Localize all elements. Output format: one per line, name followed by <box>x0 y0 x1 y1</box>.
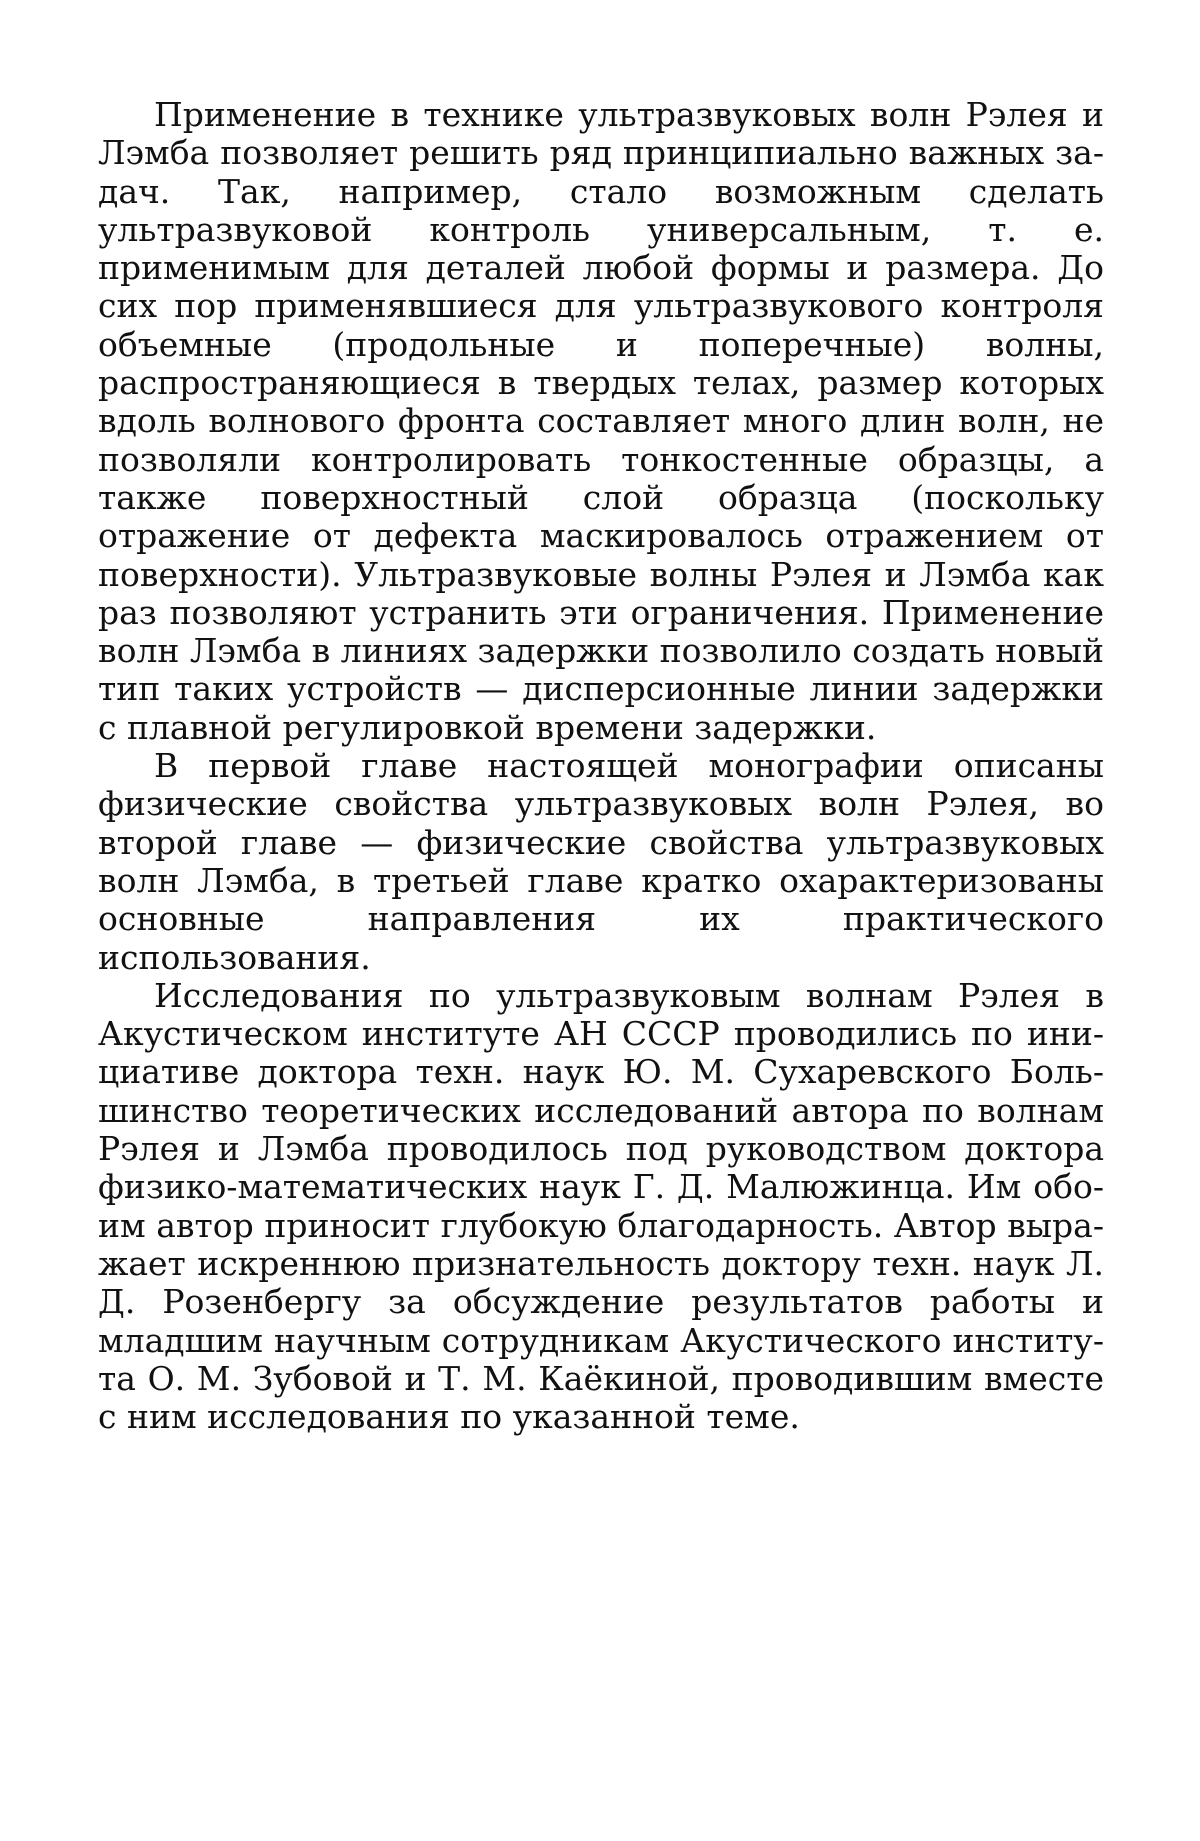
paragraph-applications: Применение в технике ультразвуковых волн Рэлея и Лэмба позволяет решить ряд принципиально важных задач. Так, например, стало возможным сделать ультразвуковой контроль универсальным, т. е. применимым для деталей любой формы и размера. До сих пор применявшиеся для ультразвукового контроля объемные (продольные и поперечные) волны, распространяющиеся в твердых телах, размер которых вдоль волнового фронта составляет много длин волн, не позволяли контролировать тонкостенные образцы, а также поверхностный слой образца (поскольку отражение от дефекта маскировалось отражением от поверхности). Ультразвуковые волны Рэлея и Лэмба как раз позволяют устранить эти ограничения. Применение волн Лэмба в линиях задержки позволило создать новый тип таких устройств — дисперсионные линии задержки с плавной регулировкой времени задержки. <box>98 95 1105 747</box>
paragraph-contents: В первой главе настоящей монографии описаны физические свойства ультразвуковых волн Рэлея, во второй главе — физические свойства ультразвуковых волн Лэмба, в третьей главе кратко охарактеризованы основные направления их практического использования. <box>98 746 1104 977</box>
paragraph-acknowledgements: Исследования по ультразвуковым волнам Рэлея в Акустическом институте АН СССР проводились по инициативе доктора техн. наук Ю. М. Сухаревского Большинство теоретических исследований автора по волнам Рэлея и Лэмба проводилось под руководством доктора физико-математических наук Г. Д. Малюжинца. Им обоим автор приносит глубокую благодарность. Автор выражает искреннюю признательность доктору техн. наук Л. Д. Розенбергу за обсуждение результатов работы и младшим научным сотрудникам Акустического института О. М. Зубовой и Т. М. Каёкиной, проводившим вместе с ним исследования по указанной теме. <box>98 975 1104 1437</box>
page-text <box>98 96 1104 1436</box>
